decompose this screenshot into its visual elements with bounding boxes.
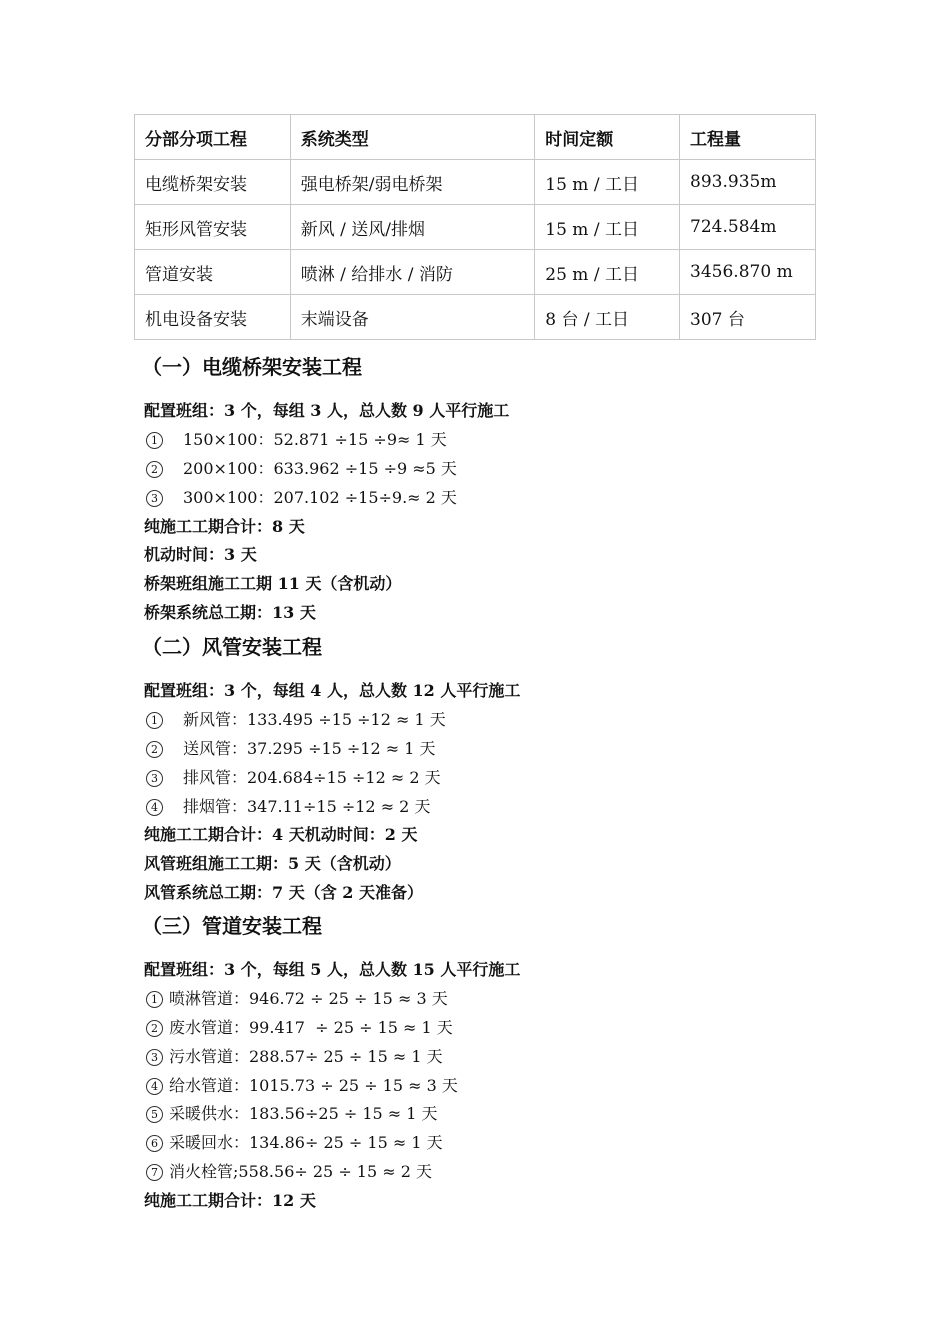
- table-cell: 15 m / 工日: [535, 205, 680, 250]
- circled-number: 3: [146, 490, 163, 507]
- list-item: [144, 1072, 824, 1101]
- item-text: 采暖供水：183.56÷25 ÷ 15 ≈ 1 天: [169, 1104, 438, 1124]
- item-text: 给水管道：1015.73 ÷ 25 ÷ 15 ≈ 3 天: [169, 1075, 458, 1095]
- table-cell: 724.584m: [680, 205, 816, 250]
- crew-config: 配置班组：3 个，每组 3 人，总人数 9 人平行施工: [144, 401, 510, 420]
- table-cell: 管道安装: [135, 250, 291, 295]
- table-row: [135, 250, 816, 295]
- circled-number: 1: [146, 991, 163, 1008]
- circled-number: 3: [146, 770, 163, 787]
- circled-number: 7: [146, 1164, 163, 1181]
- table-cell: 15 m / 工日: [535, 160, 680, 205]
- summary-line: 纯施工工期合计：12 天: [144, 1191, 316, 1211]
- table-row: [135, 160, 816, 205]
- table-cell: 末端设备: [290, 295, 535, 340]
- table-cell: 893.935m: [680, 160, 816, 205]
- table-cell: 机电设备安装: [135, 295, 291, 340]
- table-cell: 喷淋 / 给排水 / 消防: [290, 250, 535, 295]
- summary-line: 纯施工工期合计：4 天机动时间：2 天: [144, 825, 418, 845]
- work-quantity-table: [134, 114, 816, 340]
- table-header-cell: 系统类型: [290, 115, 535, 160]
- item-text: 喷淋管道：946.72 ÷ 25 ÷ 15 ≈ 3 天: [169, 988, 448, 1008]
- circled-number: 5: [146, 1106, 163, 1123]
- list-item: [144, 426, 824, 455]
- circled-number: 1: [146, 432, 163, 449]
- item-text: 采暖回水：134.86÷ 25 ÷ 15 ≈ 1 天: [169, 1133, 443, 1153]
- section-cable-tray: [144, 353, 824, 628]
- item-text: 排烟管：347.11÷15 ÷12 ≈ 2 天: [183, 796, 431, 816]
- summary-line: 风管系统总工期：7 天（含 2 天准备）: [144, 883, 423, 903]
- list-item: [144, 484, 824, 513]
- table-cell: 矩形风管安装: [135, 205, 291, 250]
- table-header-cell: 分部分项工程: [135, 115, 291, 160]
- circled-number: 4: [146, 1078, 163, 1095]
- item-text: 150×100：52.871 ÷15 ÷9≈ 1 天: [183, 429, 447, 449]
- list-item: [144, 735, 824, 764]
- section-title: （二）风管安装工程: [142, 635, 322, 659]
- table-cell: 强电桥架/弱电桥架: [290, 160, 535, 205]
- table-cell: 8 台 / 工日: [535, 295, 680, 340]
- summary-line: 风管班组施工工期：5 天（含机动）: [144, 854, 401, 874]
- crew-config: 配置班组：3 个，每组 5 人，总人数 15 人平行施工: [144, 960, 521, 979]
- circled-number: 1: [146, 712, 163, 729]
- item-text: 废水管道：99.417 ÷ 25 ÷ 15 ≈ 1 天: [169, 1017, 453, 1037]
- circled-number: 2: [146, 461, 163, 478]
- table-row: [135, 295, 816, 340]
- list-item: [144, 1014, 824, 1043]
- table-cell: 电缆桥架安装: [135, 160, 291, 205]
- list-item: [144, 455, 824, 484]
- item-text: 消火栓管;558.56÷ 25 ÷ 15 ≈ 2 天: [169, 1162, 433, 1182]
- list-item: [144, 1100, 824, 1129]
- summary-line: 机动时间：3 天: [144, 545, 257, 565]
- item-text: 新风管：133.495 ÷15 ÷12 ≈ 1 天: [183, 709, 446, 729]
- circled-number: 6: [146, 1135, 163, 1152]
- list-item: [144, 985, 824, 1014]
- table-cell: 新风 / 送风/排烟: [290, 205, 535, 250]
- list-item: [144, 1158, 824, 1187]
- circled-number: 2: [146, 1020, 163, 1037]
- circled-number: 2: [146, 741, 163, 758]
- section-piping: [144, 912, 824, 1216]
- item-text: 200×100：633.962 ÷15 ÷9 ≈5 天: [183, 458, 457, 478]
- section-title: （一）电缆桥架安装工程: [142, 355, 362, 379]
- crew-config: 配置班组：3 个，每组 4 人，总人数 12 人平行施工: [144, 681, 521, 700]
- summary-line: 纯施工工期合计：8 天: [144, 516, 305, 536]
- list-item: [144, 793, 824, 822]
- table-row: [135, 205, 816, 250]
- section-ductwork: [144, 633, 824, 908]
- table-header-row: [135, 115, 816, 160]
- list-item: [144, 706, 824, 735]
- item-text: 排风管：204.684÷15 ÷12 ≈ 2 天: [183, 767, 441, 787]
- table-cell: 25 m / 工日: [535, 250, 680, 295]
- section-title: （三）管道安装工程: [142, 914, 322, 938]
- circled-number: 4: [146, 799, 163, 816]
- summary-line: 桥架班组施工工期 11 天（含机动）: [144, 574, 402, 594]
- list-item: [144, 1043, 824, 1072]
- item-text: 300×100：207.102 ÷15÷9.≈ 2 天: [183, 487, 457, 507]
- table-cell: 3456.870 m: [680, 250, 816, 295]
- list-item: [144, 764, 824, 793]
- table-header-cell: 工程量: [680, 115, 816, 160]
- item-text: 污水管道：288.57÷ 25 ÷ 15 ≈ 1 天: [169, 1046, 443, 1066]
- item-text: 送风管：37.295 ÷15 ÷12 ≈ 1 天: [183, 738, 436, 758]
- circled-number: 3: [146, 1049, 163, 1066]
- list-item: [144, 1129, 824, 1158]
- table-header-cell: 时间定额: [535, 115, 680, 160]
- table-cell: 307 台: [680, 295, 816, 340]
- summary-line: 桥架系统总工期：13 天: [144, 603, 316, 623]
